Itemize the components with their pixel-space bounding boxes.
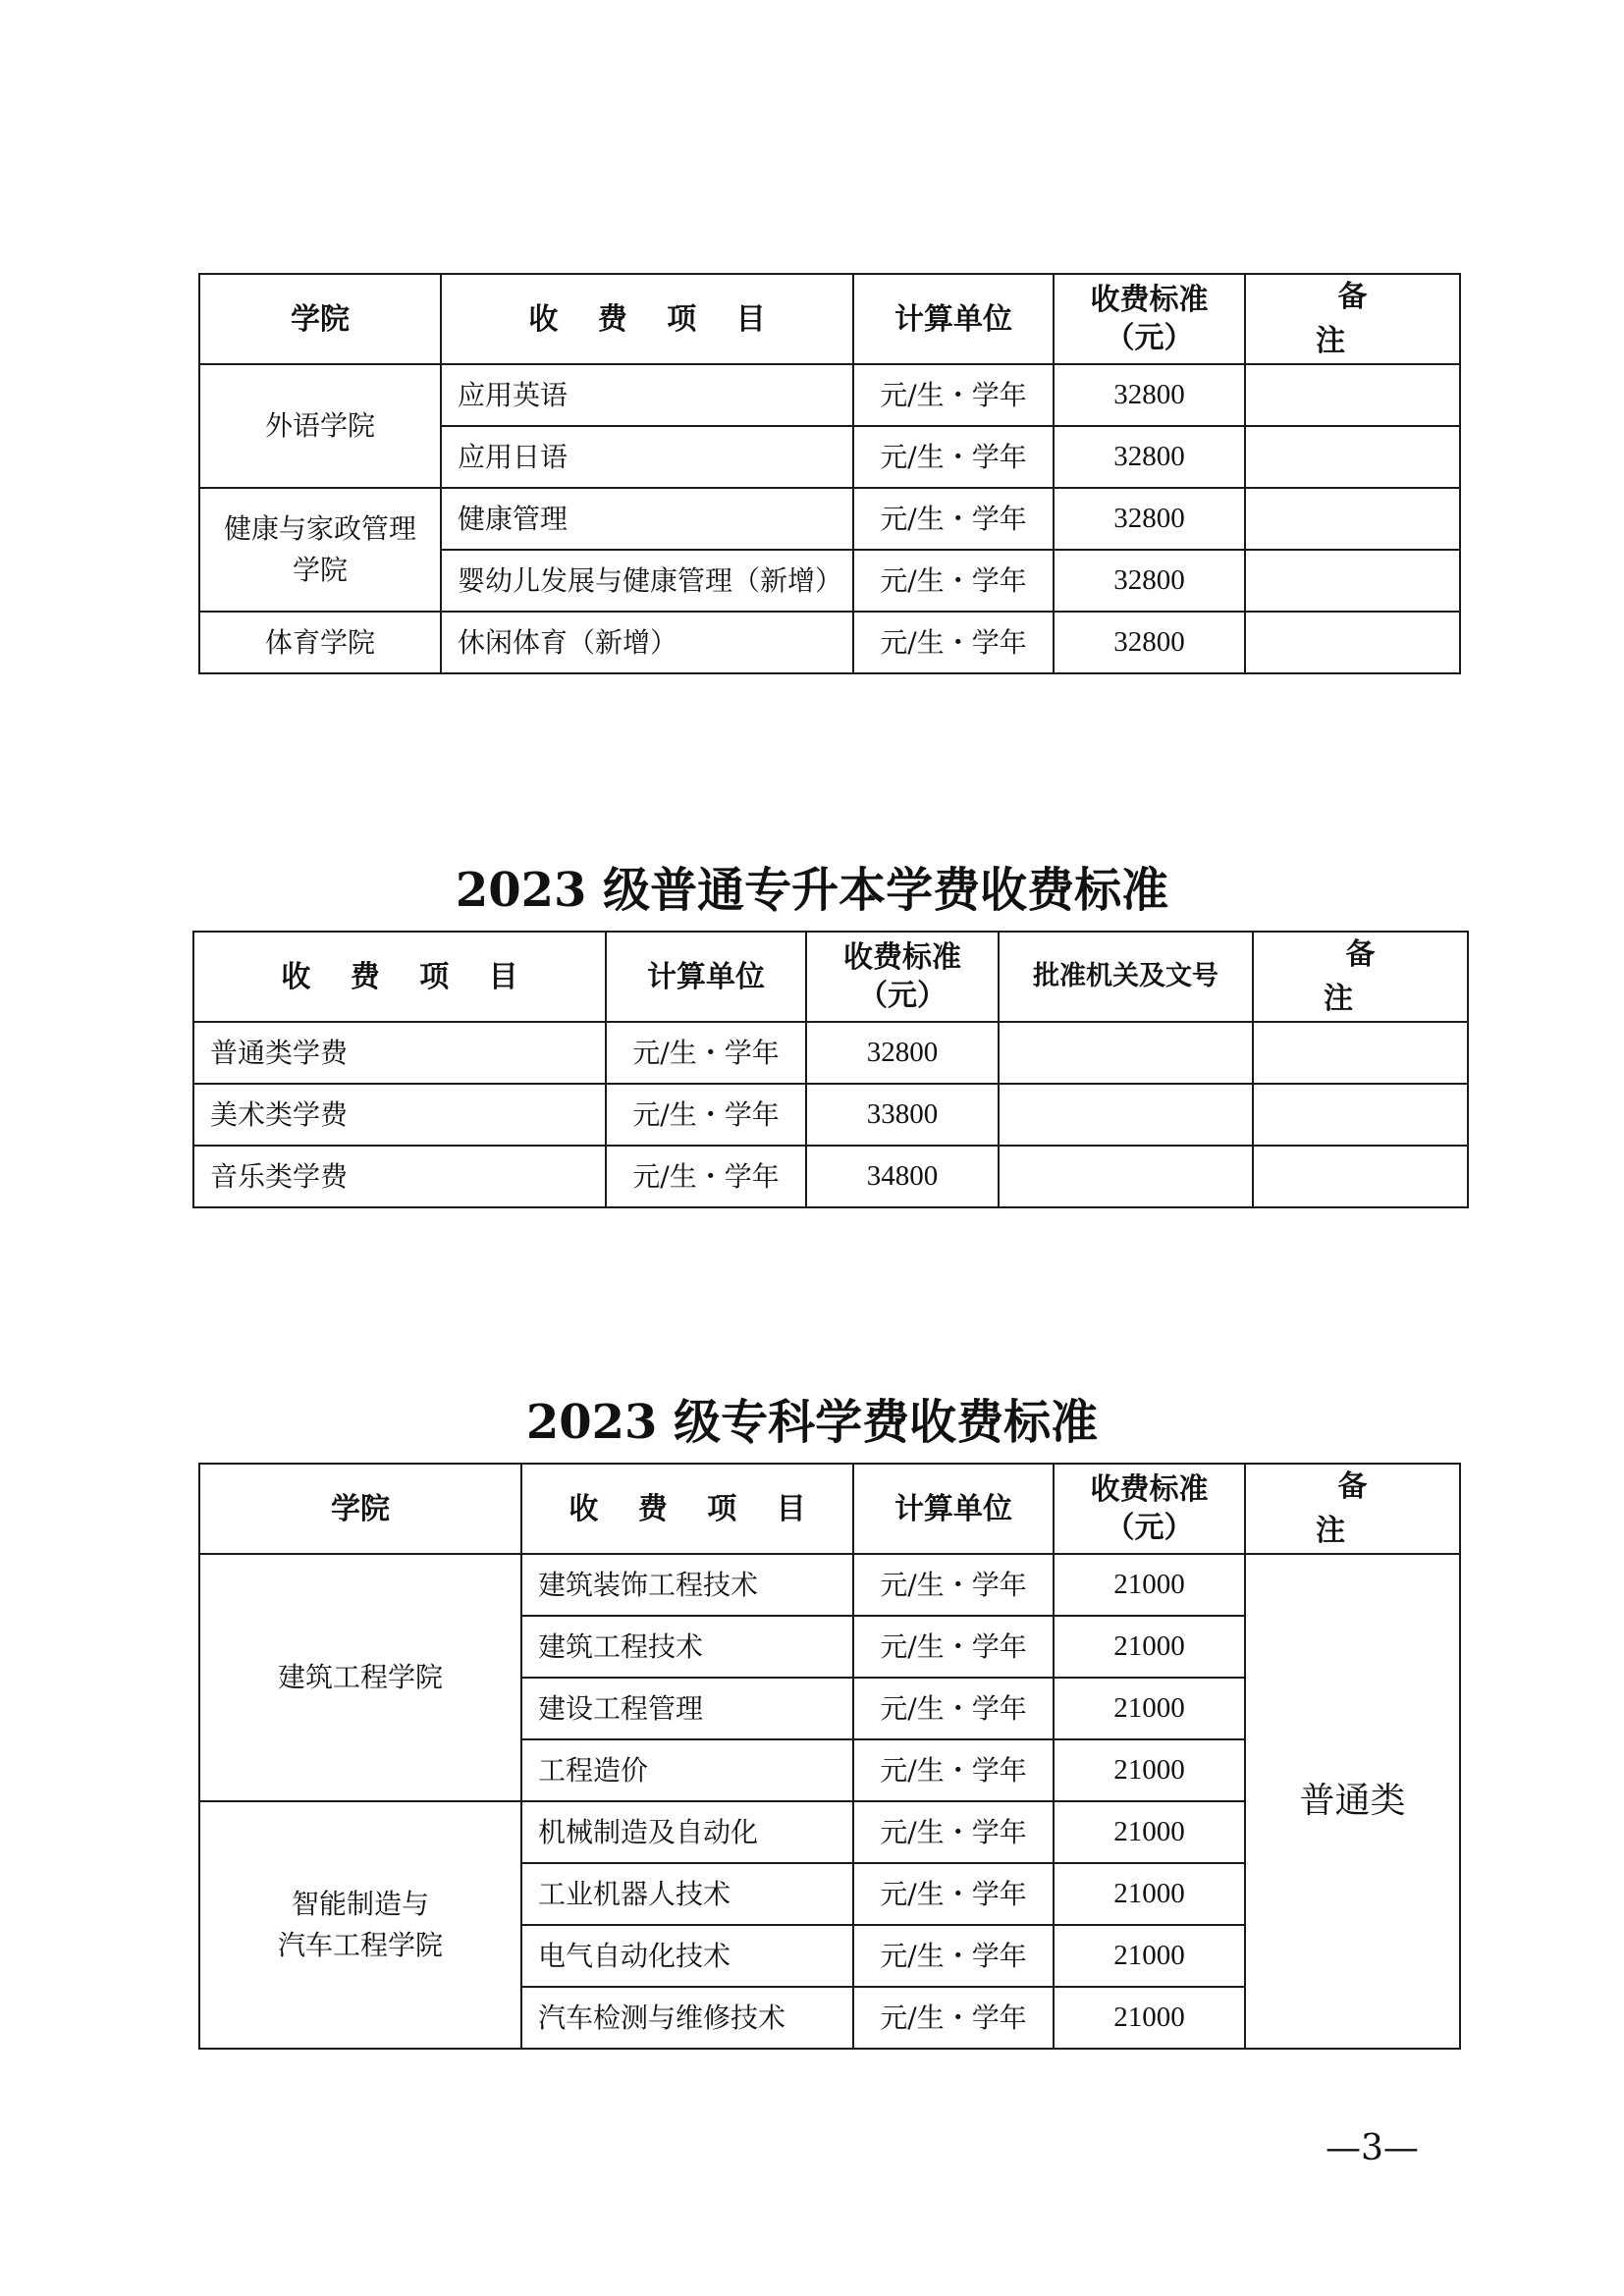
page-number: —3— — [1326, 2128, 1419, 2168]
header-note: 备 注 — [1245, 1464, 1460, 1554]
fee-item: 工程造价 — [521, 1739, 853, 1801]
college-cell: 智能制造与 汽车工程学院 — [199, 1801, 521, 2049]
fee-item: 应用日语 — [441, 426, 853, 488]
section-title-upgrade: 2023 级普通专升本学费收费标准 — [455, 863, 1169, 918]
table-header-row — [193, 932, 1468, 1022]
fee-item: 电气自动化技术 — [521, 1925, 853, 1987]
header-item: 收 费 项 目 — [521, 1464, 853, 1554]
fee-item: 工业机器人技术 — [521, 1863, 853, 1925]
note-cell — [1245, 488, 1460, 550]
unit-cell: 元/生・学年 — [853, 1987, 1054, 2049]
header-item: 收 费 项 目 — [441, 274, 853, 364]
fee-cell: 21000 — [1054, 1863, 1245, 1925]
unit-cell: 元/生・学年 — [853, 1554, 1054, 1616]
header-note: 备 注 — [1245, 274, 1460, 364]
unit-cell: 元/生・学年 — [853, 550, 1054, 612]
unit-cell: 元/生・学年 — [606, 1022, 806, 1084]
note-cell-merged: 普通类 — [1245, 1554, 1460, 2049]
unit-cell: 元/生・学年 — [853, 488, 1054, 550]
note-cell — [1253, 1146, 1468, 1207]
fee-item: 普通类学费 — [193, 1022, 606, 1084]
unit-cell: 元/生・学年 — [853, 1863, 1054, 1925]
fee-cell: 32800 — [1054, 364, 1245, 426]
fee-cell: 34800 — [806, 1146, 999, 1207]
fee-item: 建筑装饰工程技术 — [521, 1554, 853, 1616]
table-row — [199, 364, 1460, 426]
fee-table-college — [198, 1463, 1461, 2050]
header-fee: 收费标准 （元） — [1054, 274, 1245, 364]
college-cell: 体育学院 — [199, 612, 441, 673]
header-unit: 计算单位 — [853, 274, 1054, 364]
unit-cell: 元/生・学年 — [853, 1616, 1054, 1678]
table-row — [199, 488, 1460, 550]
note-cell — [1245, 550, 1460, 612]
fee-cell: 32800 — [1054, 550, 1245, 612]
college-cell: 健康与家政管理 学院 — [199, 488, 441, 612]
table-header-row — [199, 1464, 1460, 1554]
note-cell — [1253, 1084, 1468, 1146]
table-row — [193, 1022, 1468, 1084]
unit-cell: 元/生・学年 — [853, 364, 1054, 426]
table-row — [199, 612, 1460, 673]
header-fee: 收费标准 （元） — [806, 932, 999, 1022]
approval-cell — [999, 1084, 1253, 1146]
header-approval: 批准机关及文号 — [999, 932, 1253, 1022]
fee-cell: 21000 — [1054, 1925, 1245, 1987]
unit-cell: 元/生・学年 — [853, 1801, 1054, 1863]
header-unit: 计算单位 — [853, 1464, 1054, 1554]
note-cell — [1245, 612, 1460, 673]
header-college: 学院 — [199, 1464, 521, 1554]
fee-cell: 21000 — [1054, 1616, 1245, 1678]
fee-item: 休闲体育（新增） — [441, 612, 853, 673]
fee-item: 婴幼儿发展与健康管理（新增） — [441, 550, 853, 612]
note-cell — [1245, 364, 1460, 426]
fee-cell: 21000 — [1054, 1987, 1245, 2049]
fee-cell: 21000 — [1054, 1801, 1245, 1863]
table-header-row — [199, 274, 1460, 364]
note-cell — [1253, 1022, 1468, 1084]
unit-cell: 元/生・学年 — [853, 1739, 1054, 1801]
header-item: 收 费 项 目 — [193, 932, 606, 1022]
fee-cell: 33800 — [806, 1084, 999, 1146]
header-unit: 计算单位 — [606, 932, 806, 1022]
table-row — [193, 1146, 1468, 1207]
unit-cell: 元/生・学年 — [606, 1084, 806, 1146]
unit-cell: 元/生・学年 — [853, 1925, 1054, 1987]
header-note: 备 注 — [1253, 932, 1468, 1022]
fee-table-upgrade — [192, 931, 1469, 1208]
fee-cell: 21000 — [1054, 1739, 1245, 1801]
fee-cell: 21000 — [1054, 1554, 1245, 1616]
fee-cell: 32800 — [806, 1022, 999, 1084]
fee-item: 机械制造及自动化 — [521, 1801, 853, 1863]
college-cell: 外语学院 — [199, 364, 441, 488]
fee-item: 建筑工程技术 — [521, 1616, 853, 1678]
header-college: 学院 — [199, 274, 441, 364]
fee-cell: 32800 — [1054, 488, 1245, 550]
table-row — [193, 1084, 1468, 1146]
fee-item: 音乐类学费 — [193, 1146, 606, 1207]
unit-cell: 元/生・学年 — [853, 612, 1054, 673]
section-title-college: 2023 级专科学费收费标准 — [525, 1395, 1099, 1450]
table-row — [199, 1554, 1460, 1616]
approval-cell — [999, 1022, 1253, 1084]
fee-cell: 32800 — [1054, 612, 1245, 673]
unit-cell: 元/生・学年 — [853, 426, 1054, 488]
note-cell — [1245, 426, 1460, 488]
fee-item: 应用英语 — [441, 364, 853, 426]
fee-cell: 32800 — [1054, 426, 1245, 488]
fee-table-undergrad-continued — [198, 273, 1461, 674]
unit-cell: 元/生・学年 — [606, 1146, 806, 1207]
fee-item: 汽车检测与维修技术 — [521, 1987, 853, 2049]
fee-item: 美术类学费 — [193, 1084, 606, 1146]
fee-item: 健康管理 — [441, 488, 853, 550]
unit-cell: 元/生・学年 — [853, 1678, 1054, 1739]
header-fee: 收费标准 （元） — [1054, 1464, 1245, 1554]
college-cell: 建筑工程学院 — [199, 1554, 521, 1801]
fee-item: 建设工程管理 — [521, 1678, 853, 1739]
approval-cell — [999, 1146, 1253, 1207]
fee-cell: 21000 — [1054, 1678, 1245, 1739]
